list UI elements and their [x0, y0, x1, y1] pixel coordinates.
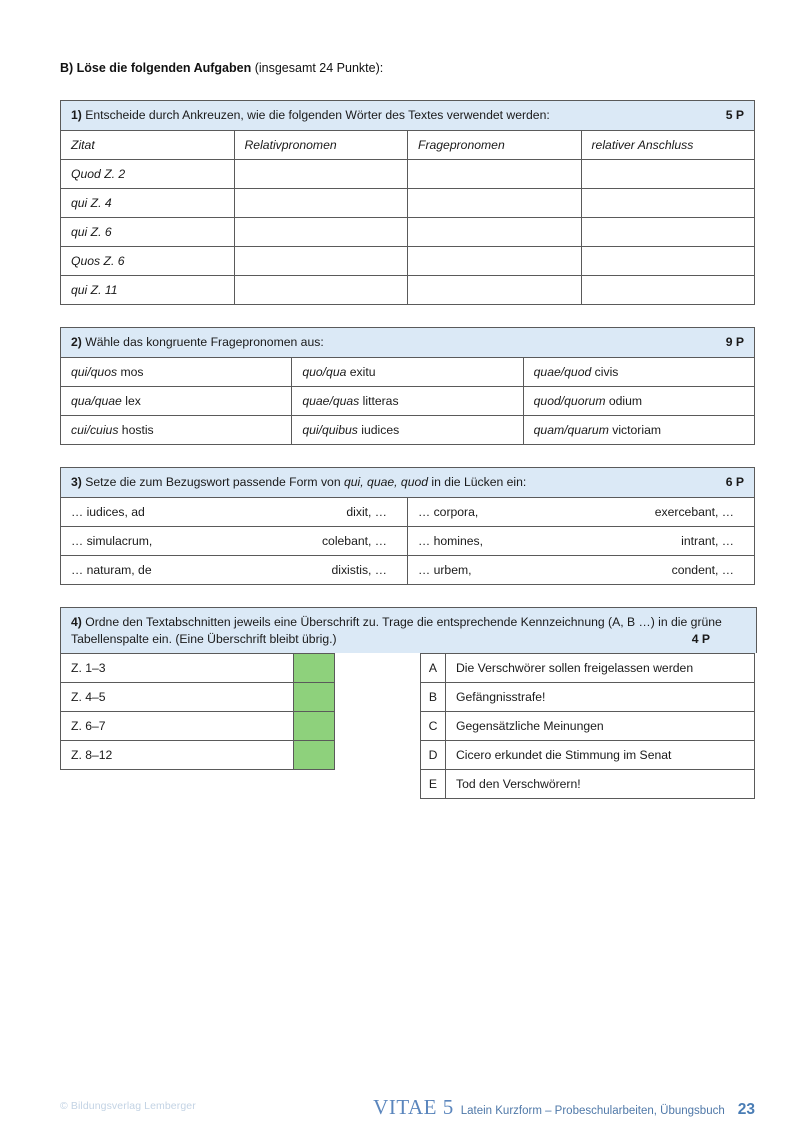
table-row: [421, 770, 755, 799]
exercise-3-cell-1-1-left: … homines,: [418, 534, 484, 548]
table-row: [421, 712, 755, 741]
exercise-4-left-row-0-label: Z. 1–3: [61, 654, 294, 683]
exercise-3-cell-1-1[interactable]: [408, 527, 755, 556]
table-row: [421, 654, 755, 683]
exercise-4-option-d-text: Cicero erkundet die Stimmung im Senat: [446, 741, 755, 770]
exercise-2-cell-1-2[interactable]: quod/quorum odium: [523, 387, 754, 416]
exercise-2-cell-2-1[interactable]: qui/quibus iudices: [292, 416, 523, 445]
exercise-4-left-row-1-label: Z. 4–5: [61, 683, 294, 712]
exercise-1-row-2-fragepronomen[interactable]: [408, 218, 582, 247]
exercise-2-cell-0-2[interactable]: quae/quod civis: [523, 358, 754, 387]
exercise-1-row-3-relativpronomen[interactable]: [234, 247, 408, 276]
table-row: [421, 683, 755, 712]
exercise-2-cell-1-1[interactable]: quae/quas litteras: [292, 387, 523, 416]
exercise-4-right-table: [420, 653, 755, 799]
table-row: [61, 276, 755, 305]
exercise-3-table: [60, 467, 755, 585]
exercise-3: [60, 467, 755, 585]
page-number: 23: [737, 1101, 755, 1118]
exercise-4-option-d-letter: D: [421, 741, 446, 770]
exercise-4-title-text: Ordne den Textabschnitten jeweils eine Überschrift zu. Trage die entsprechende Kennzeichnung (A, B …) in die grüne Tabellenspalte ein. (Eine Überschrift bleibt übrig.): [71, 615, 722, 646]
page-content: [60, 60, 755, 827]
exercise-4-left-table: [60, 653, 335, 770]
exercise-1-row-1-label: qui Z. 4: [61, 189, 235, 218]
exercise-3-cell-0-1-left: … corpora,: [418, 505, 479, 519]
exercise-1-header-row: [61, 101, 755, 131]
exercise-2-cell-2-0[interactable]: cui/cuius hostis: [61, 416, 292, 445]
table-row: [61, 654, 335, 683]
exercise-1-row-4-relativpronomen[interactable]: [234, 276, 408, 305]
exercise-2-cell-1-0[interactable]: qua/quae lex: [61, 387, 292, 416]
exercise-4-number: 4): [71, 615, 82, 629]
exercise-4-option-b-text: Gefängnisstrafe!: [446, 683, 755, 712]
copyright-notice: © Bildungsverlag Lemberger: [60, 1100, 196, 1112]
table-row: [61, 358, 755, 387]
exercise-3-title: [71, 474, 718, 491]
section-heading-normal: (insgesamt 24 Punkte):: [251, 61, 384, 75]
exercise-3-header: [61, 468, 755, 498]
exercise-3-cell-2-0-right: dixistis, …: [331, 563, 387, 577]
exercise-2-header-row: [61, 328, 755, 358]
exercise-3-cell-2-0-left: … naturam, de: [71, 563, 152, 577]
exercise-1-title: [71, 107, 718, 124]
exercise-4-left-row-2-answer[interactable]: [294, 712, 335, 741]
exercise-1-number: 1): [71, 108, 82, 122]
exercise-3-cell-0-0-left: … iudices, ad: [71, 505, 145, 519]
exercise-2-table: [60, 327, 755, 445]
exercise-1-row-3-relativer-anschluss[interactable]: [581, 247, 755, 276]
exercise-4-option-a-letter: A: [421, 654, 446, 683]
exercise-3-cell-0-0[interactable]: [61, 498, 408, 527]
section-heading: [60, 60, 755, 76]
table-row: [421, 741, 755, 770]
exercise-1-row-1-fragepronomen[interactable]: [408, 189, 582, 218]
exercise-1-row-2-relativpronomen[interactable]: [234, 218, 408, 247]
exercise-3-points: 6 P: [725, 475, 744, 489]
exercise-2-points: 9 P: [725, 335, 744, 349]
exercise-2-cell-0-1[interactable]: quo/qua exitu: [292, 358, 523, 387]
exercise-2-cell-0-0[interactable]: qui/quos mos: [61, 358, 292, 387]
exercise-3-cell-0-0-right: dixit, …: [346, 505, 387, 519]
exercise-1-points: 5 P: [725, 108, 744, 122]
exercise-3-cell-2-0[interactable]: [61, 556, 408, 585]
exercise-2-cell-2-2[interactable]: quam/quarum victoriam: [523, 416, 754, 445]
exercise-4-option-b-letter: B: [421, 683, 446, 712]
footer-branding: [373, 1095, 755, 1120]
exercise-4-left-row-1-answer[interactable]: [294, 683, 335, 712]
exercise-1-row-2-relativer-anschluss[interactable]: [581, 218, 755, 247]
exercise-1-row-4-relativer-anschluss[interactable]: [581, 276, 755, 305]
exercise-1-row-0-relativpronomen[interactable]: [234, 160, 408, 189]
exercise-3-cell-2-1-right: condent, …: [671, 563, 734, 577]
table-row: [61, 527, 755, 556]
exercise-4-option-e-text: Tod den Verschwörern!: [446, 770, 755, 799]
section-heading-bold: B) Löse die folgenden Aufgaben: [60, 61, 252, 75]
exercise-1-row-2-label: qui Z. 6: [61, 218, 235, 247]
exercise-1-row-0-relativer-anschluss[interactable]: [581, 160, 755, 189]
exercise-1-col-relativer-anschluss: relativer Anschluss: [581, 131, 755, 160]
table-row: [61, 498, 755, 527]
exercise-4-option-a-text: Die Verschwörer sollen freigelassen werden: [446, 654, 755, 683]
exercise-4-left-row-0-answer[interactable]: [294, 654, 335, 683]
brand-title: VITAE 5: [373, 1095, 454, 1119]
exercise-2-title-text: Wähle das kongruente Fragepronomen aus:: [81, 335, 324, 349]
exercise-3-cell-1-0-left: … simulacrum,: [71, 534, 153, 548]
exercise-1-column-header-row: [61, 131, 755, 160]
page-footer: [60, 1095, 755, 1123]
exercise-1-title-text: Entscheide durch Ankreuzen, wie die folgenden Wörter des Textes verwendet werden:: [81, 108, 550, 122]
table-row: [61, 683, 335, 712]
exercise-2: [60, 327, 755, 445]
table-row: [61, 189, 755, 218]
exercise-3-number: 3): [71, 475, 82, 489]
table-row: [61, 387, 755, 416]
exercise-4-body: [60, 653, 755, 805]
exercise-1-row-4-fragepronomen[interactable]: [408, 276, 582, 305]
exercise-3-cell-1-0[interactable]: [61, 527, 408, 556]
exercise-3-title-after: in die Lücken ein:: [428, 475, 527, 489]
exercise-1-col-zitat: Zitat: [61, 131, 235, 160]
exercise-1-row-3-fragepronomen[interactable]: [408, 247, 582, 276]
exercise-4-option-e-letter: E: [421, 770, 446, 799]
exercise-4-option-c-text: Gegensätzliche Meinungen: [446, 712, 755, 741]
table-row: [61, 556, 755, 585]
exercise-1-row-4-label: qui Z. 11: [61, 276, 235, 305]
exercise-4: [60, 607, 755, 805]
table-row: [61, 741, 335, 770]
exercise-1-row-3-label: Quos Z. 6: [61, 247, 235, 276]
table-row: [61, 712, 335, 741]
exercise-4-points: 4 P: [691, 632, 710, 646]
exercise-3-cell-1-0-right: colebant, …: [321, 534, 387, 548]
exercise-4-left-row-3-label: Z. 8–12: [61, 741, 294, 770]
exercise-4-option-c-letter: C: [421, 712, 446, 741]
exercise-1-header: [61, 101, 755, 131]
exercise-4-left-row-3-answer[interactable]: [294, 741, 335, 770]
brand-subtitle: Latein Kurzform – Probeschularbeiten, Übungsbuch: [460, 1105, 725, 1117]
table-row: [61, 416, 755, 445]
table-row: [61, 160, 755, 189]
exercise-2-title: [71, 334, 718, 351]
exercise-2-number: 2): [71, 335, 82, 349]
exercise-3-cell-2-1-left: … urbem,: [418, 563, 472, 577]
table-row: [61, 218, 755, 247]
exercise-4-left-row-2-label: Z. 6–7: [61, 712, 294, 741]
exercise-3-header-row: [61, 468, 755, 498]
exercise-3-title-before: Setze die zum Bezugswort passende Form von: [81, 475, 344, 489]
exercise-1-col-fragepronomen: Fragepronomen: [408, 131, 582, 160]
exercise-3-title-italic: qui, quae, quod: [344, 475, 429, 489]
exercise-1-row-1-relativer-anschluss[interactable]: [581, 189, 755, 218]
exercise-2-header: [61, 328, 755, 358]
exercise-3-cell-0-1-right: exercebant, …: [654, 505, 734, 519]
exercise-4-header: [60, 607, 757, 653]
exercise-1-col-relativpronomen: Relativpronomen: [234, 131, 408, 160]
exercise-1-table: [60, 100, 755, 305]
exercise-3-cell-0-1[interactable]: [408, 498, 755, 527]
exercise-1: [60, 100, 755, 305]
table-row: [61, 247, 755, 276]
exercise-3-cell-2-1[interactable]: [408, 556, 755, 585]
exercise-3-cell-1-1-right: intrant, …: [681, 534, 734, 548]
exercise-1-row-1-relativpronomen[interactable]: [234, 189, 408, 218]
exercise-1-row-0-label: Quod Z. 2: [61, 160, 235, 189]
exercise-1-row-0-fragepronomen[interactable]: [408, 160, 582, 189]
